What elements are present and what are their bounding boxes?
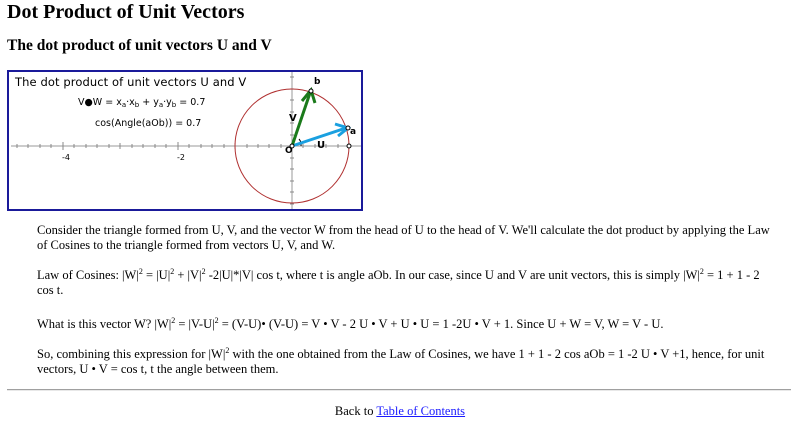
tick-label-neg4: -4 bbox=[62, 153, 70, 162]
formula-xb: x bbox=[129, 97, 135, 108]
formula-dot1: · bbox=[126, 97, 130, 108]
formula-plus: + bbox=[139, 97, 154, 108]
text: Law of Cosines: |W| bbox=[37, 268, 139, 282]
text: + |V| bbox=[174, 268, 202, 282]
superscript: 2 bbox=[201, 267, 206, 276]
text: with the one obtained from the Law of Cosines, we have 1 + 1 - 2 cos aOb = 1 -2 U • V +1, hence, for unit vectors, U • V = cos t, t the angle between them. bbox=[37, 347, 765, 376]
footer bbox=[0, 404, 800, 419]
cos-angle-formula: cos(Angle(aOb)) = 0.7 bbox=[95, 118, 202, 129]
dot-product-applet[interactable] bbox=[7, 70, 363, 211]
back-to-label: Back to bbox=[334, 404, 377, 418]
superscript: 2 bbox=[699, 267, 704, 276]
table-of-contents-link[interactable]: Table of Contents bbox=[376, 404, 466, 418]
formula-lhs: V●W bbox=[78, 97, 103, 108]
formula-dot2: · bbox=[163, 97, 167, 108]
point-a-label: a bbox=[350, 127, 357, 137]
superscript: 2 bbox=[214, 316, 219, 325]
formula-xa: x bbox=[116, 97, 122, 108]
formula-xa-sub: a bbox=[121, 101, 127, 109]
formula-yb-sub: b bbox=[171, 101, 177, 109]
point-b[interactable] bbox=[309, 89, 313, 93]
page-subtitle: The dot product of unit vectors U and V bbox=[7, 37, 272, 54]
vector-diagram[interactable] bbox=[9, 72, 361, 209]
formula-result: = 0.7 bbox=[176, 97, 206, 108]
superscript: 2 bbox=[138, 267, 143, 276]
paragraph-triangle-text: Consider the triangle formed from U, V, and the vector W from the head of U to the head of V. We'll calculate the dot product by applying the Law of Cosines to the triangle formed from vectors U, V, and W. bbox=[37, 223, 770, 252]
formula-eq: = bbox=[102, 97, 117, 108]
paragraph-conclusion bbox=[37, 347, 777, 377]
page-title: Dot Product of Unit Vectors bbox=[7, 1, 245, 23]
text: -2|U|*|V| cos t, where t is angle aOb. In our case, since U and V are unit vectors, this is simply |W| bbox=[205, 268, 700, 282]
formula-ya: y bbox=[153, 97, 159, 108]
text: = (V-U)• (V-U) = V • V - 2 U • V + U • U = 1 -2U • V + 1. Since U + W = V, W = V - U. bbox=[218, 317, 664, 331]
text: So, combining this expression for |W| bbox=[37, 347, 226, 361]
vector-v-label: V bbox=[289, 113, 297, 124]
superscript: 2 bbox=[170, 267, 175, 276]
origin-label: O bbox=[285, 146, 293, 156]
horizontal-divider bbox=[7, 389, 791, 391]
dot-product-formula bbox=[78, 97, 205, 111]
unit-point-x bbox=[347, 144, 351, 148]
formula-ya-sub: a bbox=[158, 101, 164, 109]
point-b-label: b bbox=[314, 77, 321, 87]
superscript: 2 bbox=[171, 316, 176, 325]
text: What is this vector W? |W| bbox=[37, 317, 172, 331]
text: = 1 + 1 - 2 cos t. bbox=[37, 268, 760, 297]
vector-u-label: U bbox=[317, 140, 326, 151]
superscript: 2 bbox=[225, 346, 230, 355]
paragraph-vector-w bbox=[37, 317, 777, 332]
paragraph-triangle bbox=[37, 223, 777, 253]
text: = |U| bbox=[142, 268, 171, 282]
text: = |V-U| bbox=[175, 317, 215, 331]
formula-xb-sub: b bbox=[134, 101, 140, 109]
formula-yb: y bbox=[166, 97, 172, 108]
applet-title: The dot product of unit vectors U and V bbox=[15, 75, 247, 89]
tick-label-neg2: -2 bbox=[177, 153, 185, 162]
paragraph-law-of-cosines bbox=[37, 268, 777, 298]
